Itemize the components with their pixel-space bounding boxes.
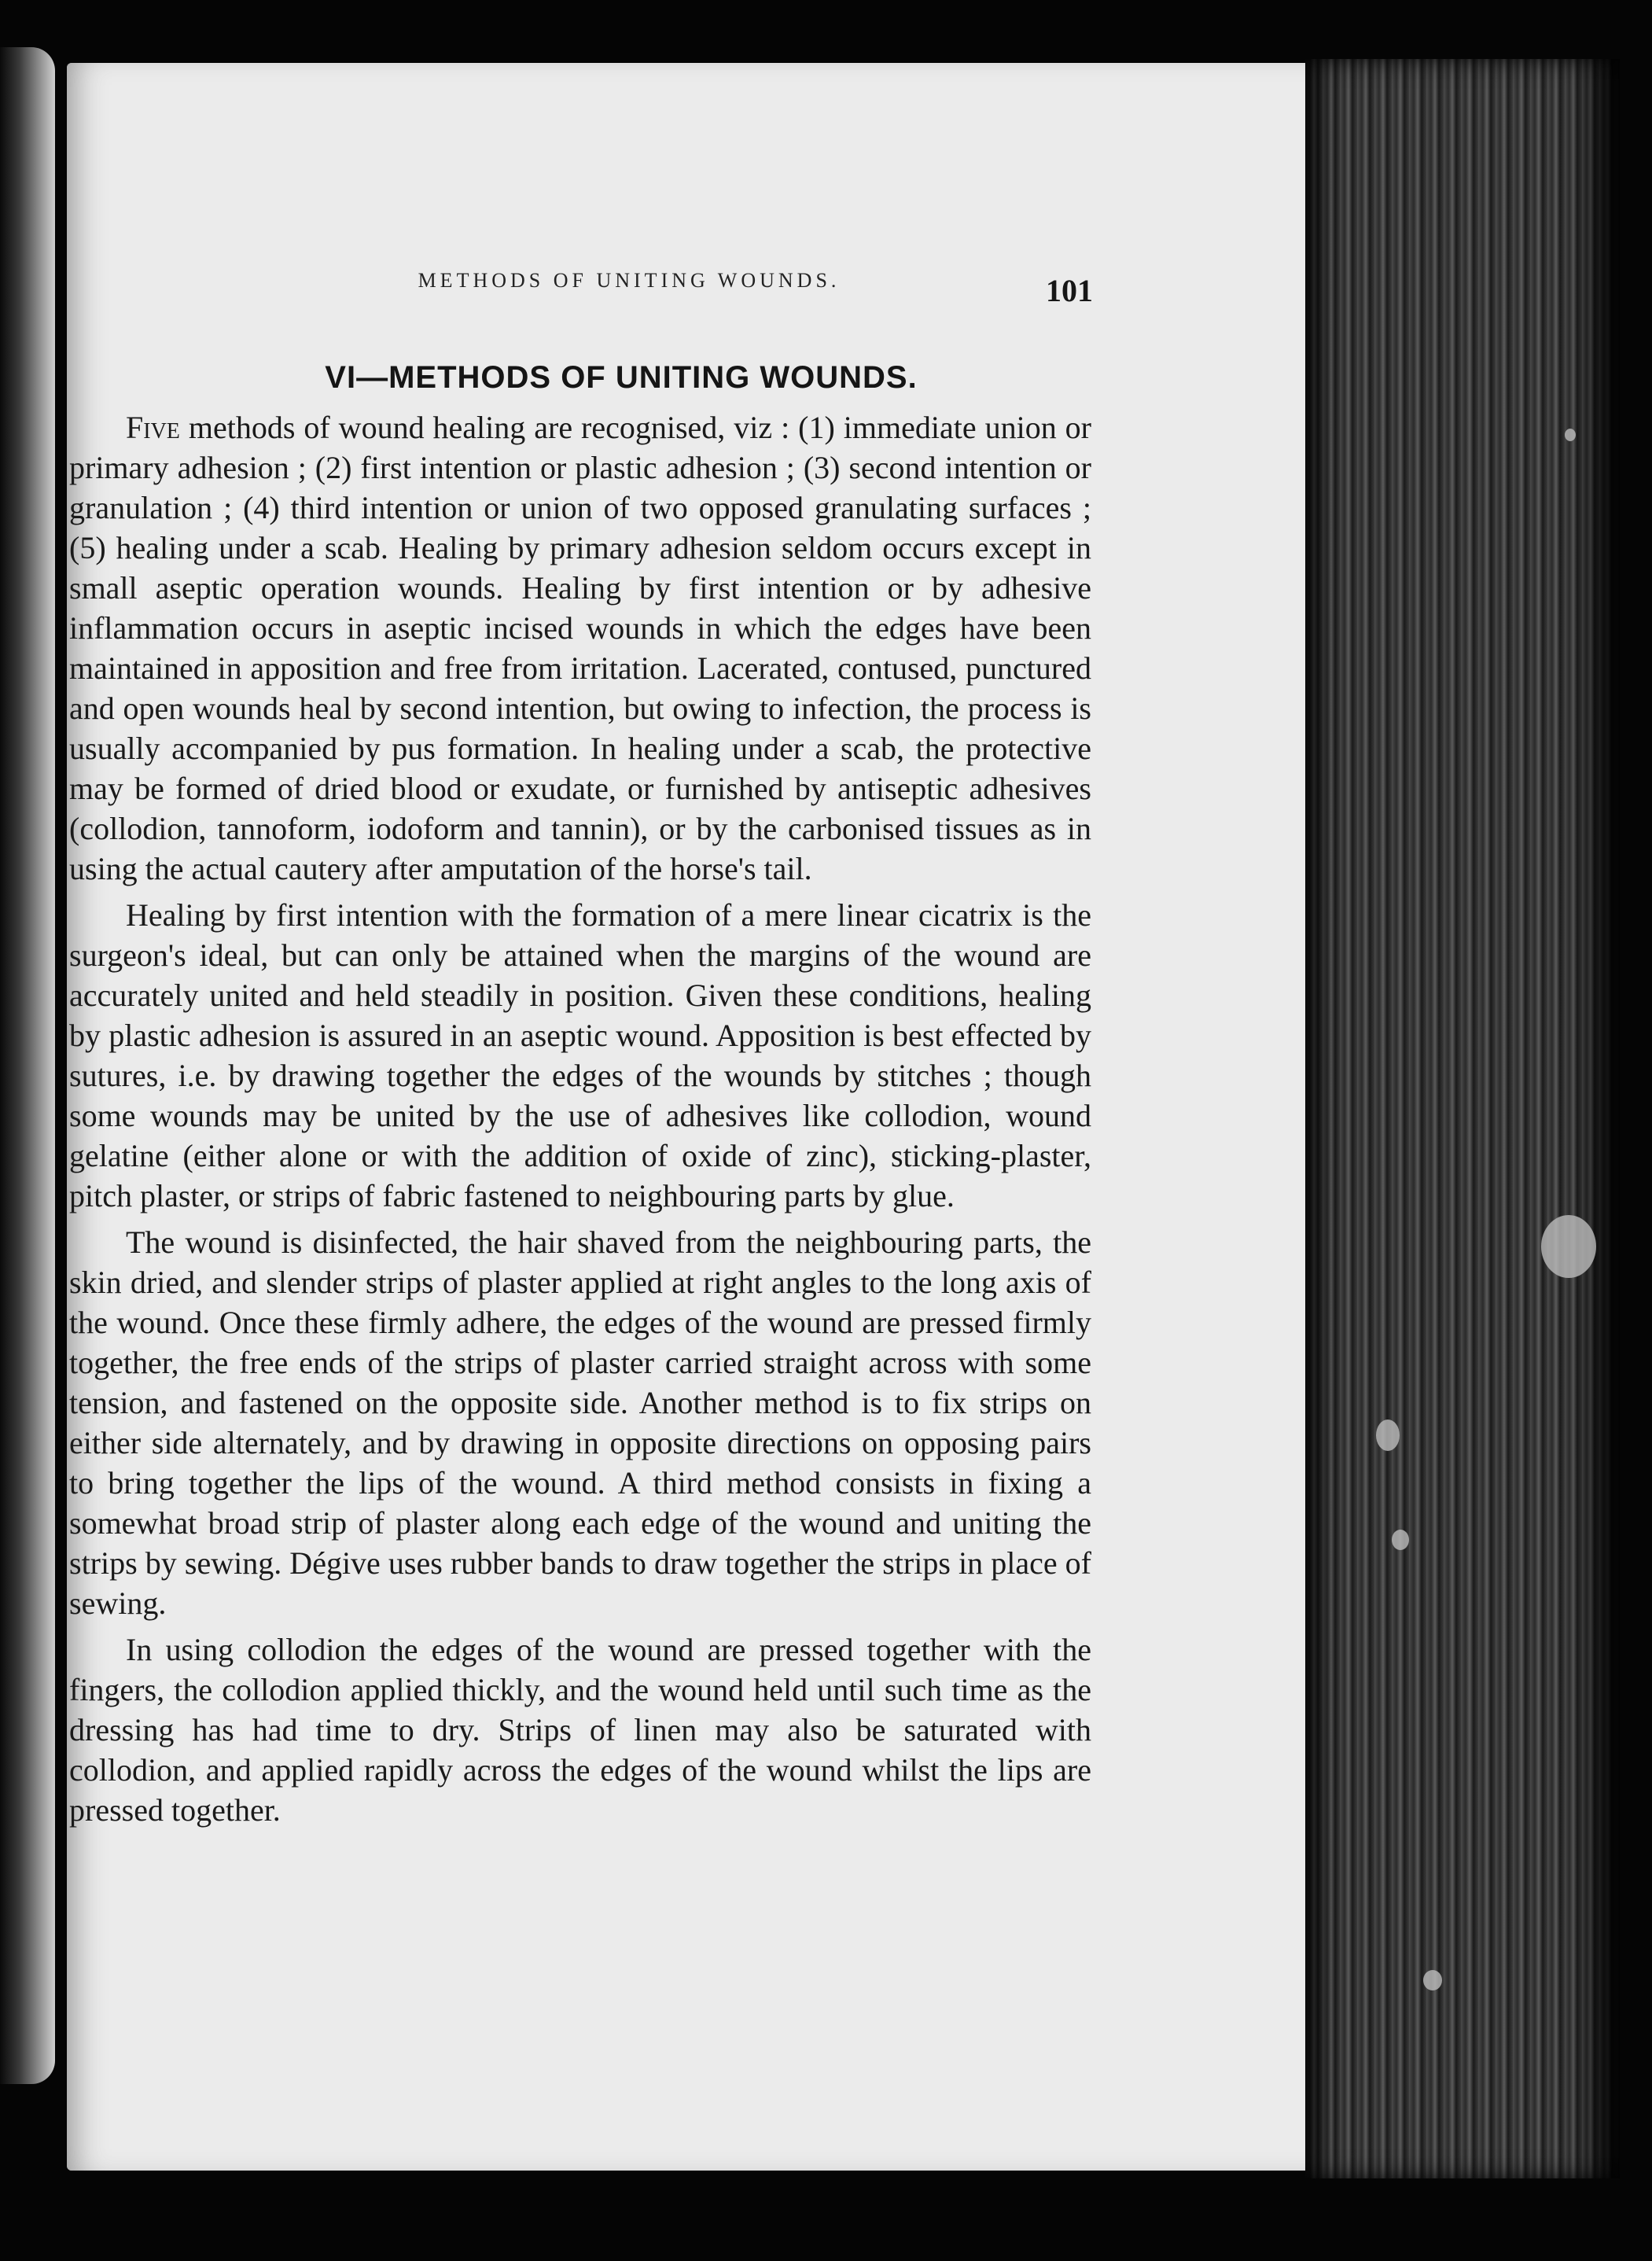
paragraph-text: The wound is disinfected, the hair shaved from the neighbouring parts, the skin dried, and slender strips of plaster applied at right angles to the long axis of the wound. Once these firmly adhere, the edges of the wound are pressed firmly together, the free ends of the strips of plaster carried straight across with some tension, and fastened on the opposite side. Another method is to fix strips on either side alternately, and by drawing in opposite directions on opposing pairs to bring together the lips of the wound. A third method consists in fixing a somewhat broad strip of plaster along each edge of the wound and uniting the strips by sewing. Dégive uses rubber bands to draw together the strips in place of sewing.	[69, 1224, 1091, 1621]
paragraph	[69, 1222, 1091, 1623]
facing-page-edge	[0, 47, 55, 2084]
page-number: 101	[1046, 273, 1093, 308]
book-fore-edge	[1305, 59, 1620, 2178]
paragraph-lead: Five	[126, 410, 180, 445]
body-text	[69, 407, 1091, 1836]
paragraph-text: In using collodion the edges of the wound are pressed together with the fingers, the collodion applied thickly, and the wound held until such time as the dressing has had time to dry. Strips of linen may also be saturated with collodion, and applied rapidly across the edges of the wound whilst the lips are pressed together.	[69, 1632, 1091, 1828]
paragraph-text: Healing by first intention with the formation of a mere linear cicatrix is the surgeon's ideal, but can only be attained when the margins of the wound are accurately united and held steadily in position. Given these conditions, healing by plastic adhesion is assured in an aseptic wound. Apposition is best effected by sutures, i.e. by drawing together the edges of the wounds by stitches ; though some wounds may be united by the use of adhesives like collodion, wound gelatine (either alone or with the addition of oxide of zinc), sticking-plaster, pitch plaster, or strips of fabric fastened to neighbouring parts by glue.	[69, 897, 1091, 1213]
paragraph	[69, 895, 1091, 1216]
running-head: METHODS OF UNITING WOUNDS.	[418, 269, 841, 292]
paragraph	[69, 1629, 1091, 1830]
section-heading: VI—METHODS OF UNITING WOUNDS.	[325, 360, 918, 395]
paragraph-text: methods of wound healing are recognised, viz : (1) immediate union or primary adhesion ; (2) first intention or plastic adhesion ; (3) second intention or granulation ; (4) third intention or union of two opposed granulating surfaces ; (5) healing under a scab. Healing by primary adhesion seldom occurs except in small aseptic operation wounds. Healing by first intention or by adhesive inflammation occurs in aseptic incised wounds in which the edges have been maintained in apposition and free from irritation. Lacerated, contused, punctured and open wounds heal by second intention, but owing to infection, the process is usually accompanied by pus formation. In healing under a scab, the protective may be formed of dried blood or exudate, or furnished by antiseptic adhesives (collodion, tannoform, iodoform and tannin), or by the carbonised tissues as in using the actual cautery after amputation of the horse's tail.	[69, 410, 1091, 886]
paragraph	[69, 407, 1091, 889]
